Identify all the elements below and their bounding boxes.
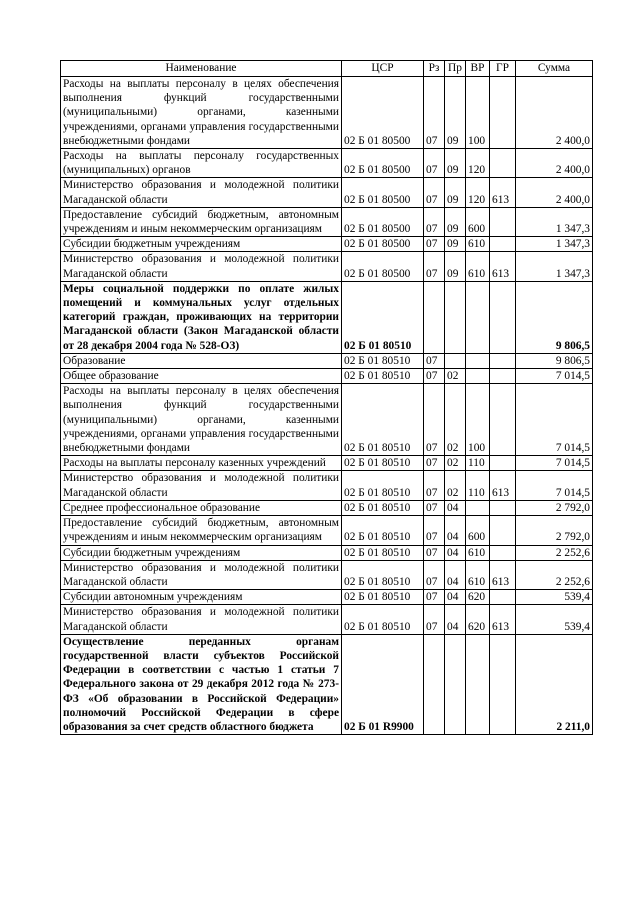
- pr-cell: 04: [445, 545, 466, 560]
- csr-cell: 02 Б 01 80500: [342, 178, 424, 207]
- vr-cell: 100: [466, 77, 490, 149]
- pr-cell: 09: [445, 207, 466, 236]
- gr-cell: [490, 77, 516, 149]
- name-cell: Предоставление субсидий бюджетным, автономным учреждениям и иным некоммерческим организациям: [61, 516, 342, 545]
- rz-cell: 07: [424, 456, 445, 471]
- name-cell: Расходы на выплаты персоналу казенных учреждений: [61, 456, 342, 471]
- sum-cell: 2 400,0: [516, 149, 593, 178]
- csr-cell: 02 Б 01 80510: [342, 516, 424, 545]
- rz-cell: 07: [424, 149, 445, 178]
- pr-cell: 09: [445, 77, 466, 149]
- name-cell: Министерство образования и молодежной политики Магаданской области: [61, 178, 342, 207]
- table-row: [61, 605, 593, 634]
- header-rz: Рз: [424, 61, 445, 77]
- sum-cell: 9 806,5: [516, 281, 593, 353]
- name-cell: Осуществление переданных органам государственной власти субъектов Российской Федерации в соответствии с частью 1 статьи 7 Федерального закона от 29 декабря 2012 года № 273-ФЗ «Об образовании в Российской Федерации» полномочий Российской Федерации в сфере образования за счет средств областного бюджета: [61, 634, 342, 734]
- header-vr: ВР: [466, 61, 490, 77]
- csr-cell: 02 Б 01 80510: [342, 281, 424, 353]
- gr-cell: [490, 590, 516, 605]
- header-csr: ЦСР: [342, 61, 424, 77]
- table-row: [61, 353, 593, 368]
- rz-cell: 07: [424, 516, 445, 545]
- pr-cell: 04: [445, 590, 466, 605]
- table-row: [61, 149, 593, 178]
- pr-cell: 02: [445, 384, 466, 456]
- csr-cell: 02 Б 01 80510: [342, 456, 424, 471]
- table-row: [61, 456, 593, 471]
- csr-cell: 02 Б 01 80500: [342, 77, 424, 149]
- vr-cell: 110: [466, 456, 490, 471]
- csr-cell: 02 Б 01 80510: [342, 384, 424, 456]
- sum-cell: 2 252,6: [516, 545, 593, 560]
- gr-cell: 613: [490, 178, 516, 207]
- gr-cell: 613: [490, 560, 516, 589]
- sum-cell: 539,4: [516, 590, 593, 605]
- csr-cell: 02 Б 01 80510: [342, 605, 424, 634]
- sum-cell: 2 211,0: [516, 634, 593, 734]
- sum-cell: 2 792,0: [516, 500, 593, 515]
- table-row: [61, 471, 593, 500]
- sum-cell: 2 400,0: [516, 77, 593, 149]
- sum-cell: 7 014,5: [516, 384, 593, 456]
- table-body: [61, 77, 593, 735]
- name-cell: Министерство образования и молодежной политики Магаданской области: [61, 252, 342, 281]
- gr-cell: [490, 237, 516, 252]
- name-cell: Министерство образования и молодежной политики Магаданской области: [61, 560, 342, 589]
- csr-cell: 02 Б 01 80510: [342, 500, 424, 515]
- csr-cell: 02 Б 01 80500: [342, 237, 424, 252]
- rz-cell: 07: [424, 178, 445, 207]
- name-cell: Министерство образования и молодежной политики Магаданской области: [61, 605, 342, 634]
- vr-cell: [466, 281, 490, 353]
- table-row: [61, 207, 593, 236]
- pr-cell: 09: [445, 237, 466, 252]
- vr-cell: 610: [466, 252, 490, 281]
- vr-cell: 600: [466, 207, 490, 236]
- vr-cell: 610: [466, 560, 490, 589]
- gr-cell: [490, 456, 516, 471]
- sum-cell: 7 014,5: [516, 369, 593, 384]
- sum-cell: 539,4: [516, 605, 593, 634]
- pr-cell: 04: [445, 516, 466, 545]
- vr-cell: 620: [466, 590, 490, 605]
- gr-cell: [490, 634, 516, 734]
- csr-cell: 02 Б 01 80500: [342, 207, 424, 236]
- pr-cell: [445, 281, 466, 353]
- vr-cell: 110: [466, 471, 490, 500]
- vr-cell: [466, 353, 490, 368]
- gr-cell: 613: [490, 605, 516, 634]
- csr-cell: 02 Б 01 80500: [342, 149, 424, 178]
- gr-cell: [490, 281, 516, 353]
- rz-cell: 07: [424, 369, 445, 384]
- gr-cell: [490, 207, 516, 236]
- pr-cell: 04: [445, 605, 466, 634]
- table-row: [61, 281, 593, 353]
- pr-cell: 02: [445, 369, 466, 384]
- rz-cell: 07: [424, 77, 445, 149]
- sum-cell: 2 792,0: [516, 516, 593, 545]
- vr-cell: [466, 500, 490, 515]
- rz-cell: 07: [424, 353, 445, 368]
- pr-cell: 09: [445, 149, 466, 178]
- vr-cell: [466, 369, 490, 384]
- table-row: [61, 590, 593, 605]
- gr-cell: 613: [490, 252, 516, 281]
- table-row: [61, 252, 593, 281]
- table-header-row: [61, 61, 593, 77]
- csr-cell: 02 Б 01 R9900: [342, 634, 424, 734]
- vr-cell: 620: [466, 605, 490, 634]
- pr-cell: 04: [445, 500, 466, 515]
- name-cell: Субсидии бюджетным учреждениям: [61, 545, 342, 560]
- vr-cell: 610: [466, 545, 490, 560]
- budget-table-page: [60, 60, 592, 735]
- table-row: [61, 516, 593, 545]
- rz-cell: 07: [424, 471, 445, 500]
- name-cell: Министерство образования и молодежной политики Магаданской области: [61, 471, 342, 500]
- vr-cell: 610: [466, 237, 490, 252]
- gr-cell: 613: [490, 471, 516, 500]
- name-cell: Расходы на выплаты персоналу в целях обеспечения выполнения функций государственными (муниципальными) органами, казенными учреждениями, органами управления государственными внебюджетными фондами: [61, 384, 342, 456]
- csr-cell: 02 Б 01 80510: [342, 353, 424, 368]
- table-row: [61, 384, 593, 456]
- table-row: [61, 178, 593, 207]
- pr-cell: 04: [445, 560, 466, 589]
- rz-cell: [424, 634, 445, 734]
- name-cell: Общее образование: [61, 369, 342, 384]
- table-row: [61, 77, 593, 149]
- table-row: [61, 560, 593, 589]
- sum-cell: 9 806,5: [516, 353, 593, 368]
- gr-cell: [490, 353, 516, 368]
- rz-cell: 07: [424, 545, 445, 560]
- header-gr: ГР: [490, 61, 516, 77]
- table-row: [61, 634, 593, 734]
- vr-cell: [466, 634, 490, 734]
- table-row: [61, 545, 593, 560]
- name-cell: Расходы на выплаты персоналу в целях обеспечения выполнения функций государственными (муниципальными) органами, казенными учреждениями, органами управления государственными внебюджетными фондами: [61, 77, 342, 149]
- sum-cell: 2 400,0: [516, 178, 593, 207]
- sum-cell: 2 252,6: [516, 560, 593, 589]
- gr-cell: [490, 384, 516, 456]
- header-pr: Пр: [445, 61, 466, 77]
- vr-cell: 100: [466, 384, 490, 456]
- gr-cell: [490, 500, 516, 515]
- pr-cell: 09: [445, 252, 466, 281]
- pr-cell: [445, 353, 466, 368]
- header-name: Наименование: [61, 61, 342, 77]
- table-row: [61, 500, 593, 515]
- name-cell: Образование: [61, 353, 342, 368]
- gr-cell: [490, 369, 516, 384]
- rz-cell: 07: [424, 237, 445, 252]
- csr-cell: 02 Б 01 80500: [342, 252, 424, 281]
- rz-cell: 07: [424, 560, 445, 589]
- header-sum: Сумма: [516, 61, 593, 77]
- rz-cell: 07: [424, 252, 445, 281]
- sum-cell: 7 014,5: [516, 471, 593, 500]
- vr-cell: 600: [466, 516, 490, 545]
- pr-cell: 02: [445, 456, 466, 471]
- name-cell: Субсидии бюджетным учреждениям: [61, 237, 342, 252]
- rz-cell: [424, 281, 445, 353]
- sum-cell: 7 014,5: [516, 456, 593, 471]
- gr-cell: [490, 149, 516, 178]
- csr-cell: 02 Б 01 80510: [342, 590, 424, 605]
- pr-cell: 09: [445, 178, 466, 207]
- rz-cell: 07: [424, 384, 445, 456]
- pr-cell: [445, 634, 466, 734]
- rz-cell: 07: [424, 605, 445, 634]
- pr-cell: 02: [445, 471, 466, 500]
- name-cell: Среднее профессиональное образование: [61, 500, 342, 515]
- budget-table: [60, 60, 593, 735]
- csr-cell: 02 Б 01 80510: [342, 560, 424, 589]
- name-cell: Субсидии автономным учреждениям: [61, 590, 342, 605]
- sum-cell: 1 347,3: [516, 237, 593, 252]
- gr-cell: [490, 545, 516, 560]
- sum-cell: 1 347,3: [516, 252, 593, 281]
- name-cell: Предоставление субсидий бюджетным, автономным учреждениям и иным некоммерческим организациям: [61, 207, 342, 236]
- csr-cell: 02 Б 01 80510: [342, 471, 424, 500]
- table-row: [61, 237, 593, 252]
- sum-cell: 1 347,3: [516, 207, 593, 236]
- csr-cell: 02 Б 01 80510: [342, 545, 424, 560]
- table-row: [61, 369, 593, 384]
- csr-cell: 02 Б 01 80510: [342, 369, 424, 384]
- vr-cell: 120: [466, 178, 490, 207]
- rz-cell: 07: [424, 207, 445, 236]
- name-cell: Расходы на выплаты персоналу государственных (муниципальных) органов: [61, 149, 342, 178]
- vr-cell: 120: [466, 149, 490, 178]
- name-cell: Меры социальной поддержки по оплате жилых помещений и коммунальных услуг отдельных категорий граждан, проживающих на территории Магаданской области (Закон Магаданской области от 28 декабря 2004 года № 528-ОЗ): [61, 281, 342, 353]
- gr-cell: [490, 516, 516, 545]
- rz-cell: 07: [424, 590, 445, 605]
- rz-cell: 07: [424, 500, 445, 515]
